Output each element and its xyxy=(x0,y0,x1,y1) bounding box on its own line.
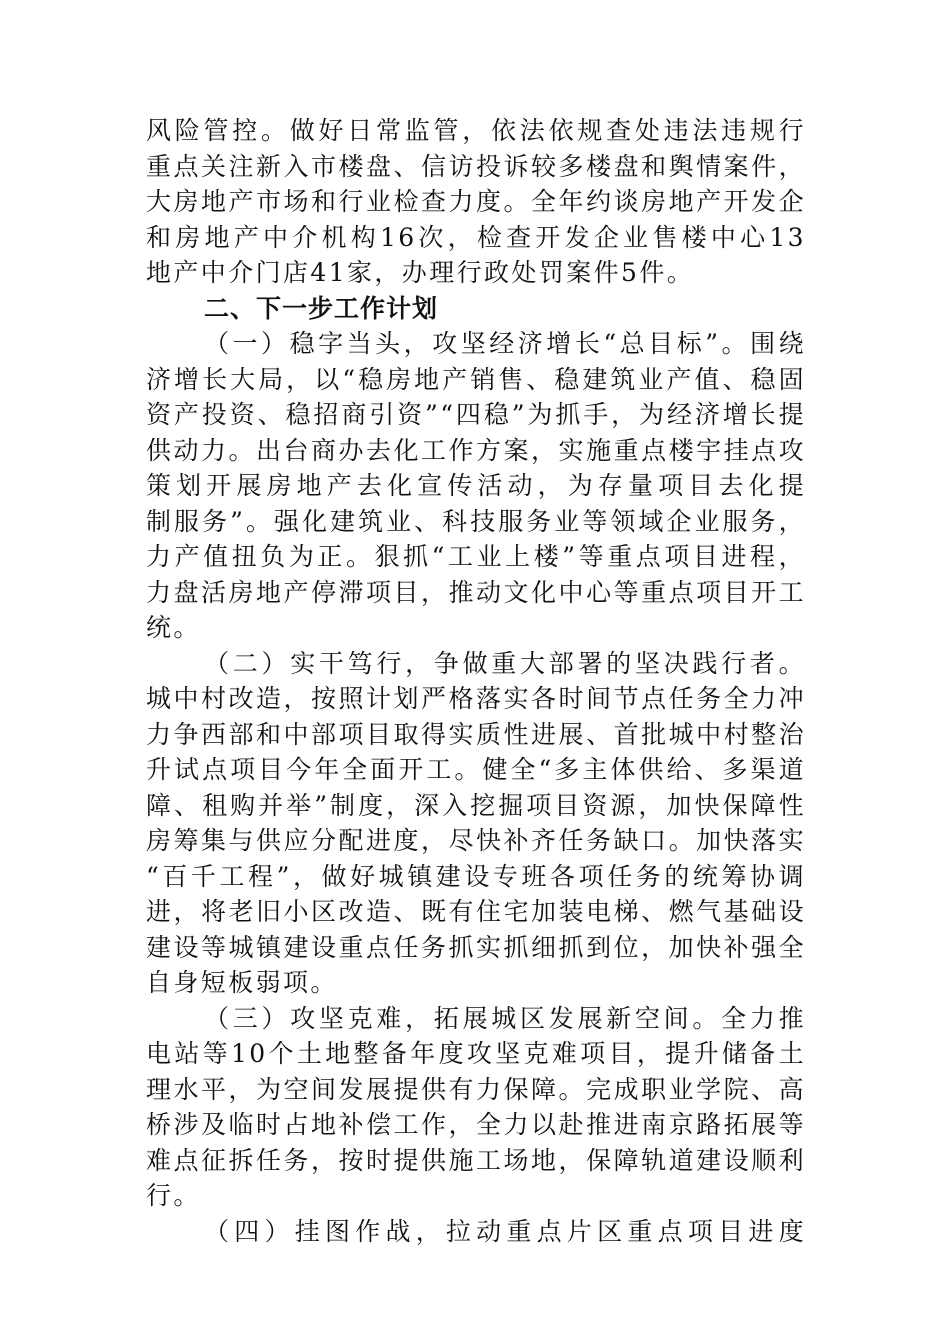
body-line: 障、租购并举”制度，深入挖掘项目资源，加快保障性 xyxy=(146,790,806,820)
paragraph-first-line: （四）挂图作战，拉动重点片区重点项目进度 xyxy=(204,1216,806,1246)
paragraph-first-line: （一）稳字当头，攻坚经济增长“总目标”。围绕 xyxy=(204,329,806,358)
body-line: 资产投资、稳招商引资”“四稳”为抓手，为经济增长提 xyxy=(146,400,806,429)
body-line: 力争西部和中部项目取得实质性进展、首批城中村整治 xyxy=(146,719,806,749)
body-line: 力产值扭负为正。狠抓“工业上楼”等重点项目进程， xyxy=(146,542,806,571)
body-line: 建设等城镇建设重点任务抓实抓细抓到位，加快补强全 xyxy=(146,932,806,962)
body-line: 统。 xyxy=(146,613,201,642)
body-line: 城中村改造，按照计划严格落实各时间节点任务全力冲 xyxy=(146,684,806,713)
body-line: 升试点项目今年全面开工。健全“多主体供给、多渠道 xyxy=(146,755,806,784)
body-line: 进，将老旧小区改造、既有住宅加装电梯、燃气基础设 xyxy=(146,897,806,926)
section-heading: 二、下一步工作计划 xyxy=(204,293,439,323)
body-line: 自身短板弱项。 xyxy=(146,968,338,997)
body-line: 重点关注新入市楼盘、信访投诉较多楼盘和舆情案件， xyxy=(146,151,806,181)
body-line: 济增长大局，以“稳房地产销售、稳建筑业产值、稳固 xyxy=(146,364,806,394)
body-line: “百千工程”，做好城镇建设专班各项任务的统筹协调 xyxy=(146,861,806,891)
body-line: 和房地产中介机构16次，检查开发企业售楼中心13 xyxy=(146,222,806,252)
paragraph-first-line: （二）实干笃行，争做重大部署的坚决践行者。 xyxy=(204,648,806,678)
body-line: 制服务”。强化建筑业、科技服务业等领域企业服务， xyxy=(146,506,806,536)
body-line: 电站等10个土地整备年度攻坚克难项目，提升储备土 xyxy=(146,1039,806,1068)
paragraph-first-line: （三）攻坚克难，拓展城区发展新空间。全力推 xyxy=(204,1003,806,1033)
body-line: 力盘活房地产停滞项目，推动文化中心等重点项目开工 xyxy=(146,577,806,607)
body-line: 难点征拆任务，按时提供施工场地，保障轨道建设顺利 xyxy=(146,1145,806,1175)
document-body xyxy=(146,113,806,1249)
body-line: 理水平，为空间发展提供有力保障。完成职业学院、高 xyxy=(146,1074,806,1104)
body-line: 大房地产市场和行业检查力度。全年约谈房地产开发企 xyxy=(146,187,806,216)
body-line: 供动力。出台商办去化工作方案，实施重点楼宇挂点攻 xyxy=(146,435,806,465)
body-line: 桥涉及临时占地补偿工作，全力以赴推进南京路拓展等 xyxy=(146,1110,806,1139)
body-line: 策划开展房地产去化宣传活动，为存量项目去化提 xyxy=(146,471,806,500)
body-line: 风险管控。做好日常监管，依法依规查处违法违规行 xyxy=(146,116,806,145)
body-line: 行。 xyxy=(146,1181,201,1210)
body-line: 地产中介门店41家，办理行政处罚案件5件。 xyxy=(146,258,695,287)
body-line: 房筹集与供应分配进度，尽快补齐任务缺口。加快落实 xyxy=(146,826,806,855)
